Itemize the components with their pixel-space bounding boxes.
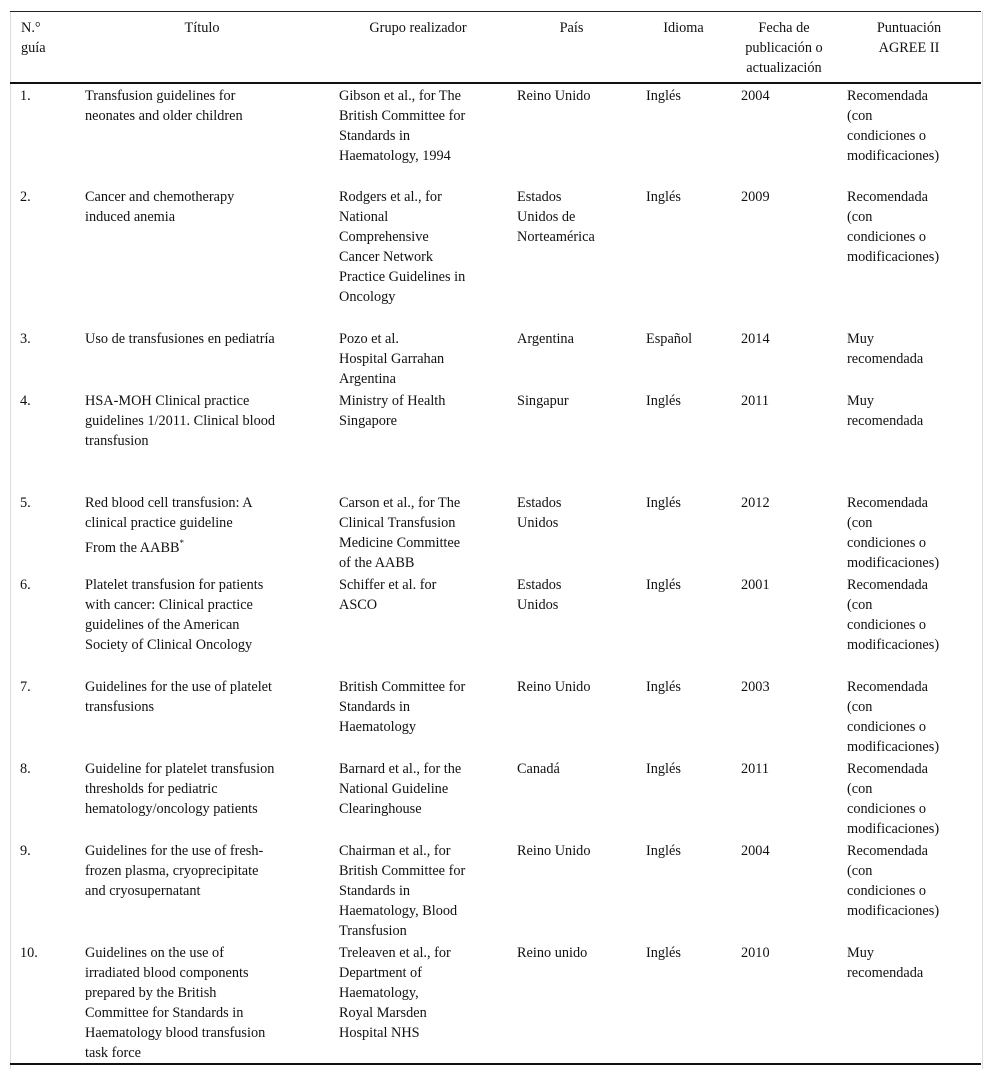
cell-date	[731, 491, 837, 573]
cell-title	[75, 185, 329, 327]
date-text: 2004	[741, 87, 770, 104]
cell-language	[636, 327, 731, 389]
language-text: Inglés	[646, 760, 681, 777]
header-language: Idioma	[663, 20, 704, 36]
score-text: Recomendada (con condiciones o modificaciones)	[847, 87, 940, 164]
table-row	[10, 83, 981, 185]
table-row	[10, 491, 981, 573]
language-text: Inglés	[646, 494, 681, 511]
num-text: 2.	[20, 188, 31, 205]
cell-date	[731, 757, 837, 839]
table-row	[10, 327, 981, 389]
cell-language	[636, 389, 731, 491]
country-text: Reino unido	[517, 944, 588, 961]
country-text: Singapur	[517, 392, 569, 409]
cell-country	[507, 185, 636, 327]
cell-language	[636, 757, 731, 839]
group-text: Carson et al., for The Clinical Transfusion Medicine Committee of the AABB	[339, 494, 461, 571]
table-row	[10, 941, 981, 1064]
cell-country	[507, 83, 636, 185]
num-text: 4.	[20, 392, 31, 409]
cell-language	[636, 83, 731, 185]
cell-language	[636, 185, 731, 327]
cell-num	[10, 941, 75, 1064]
date-text: 2014	[741, 330, 770, 347]
group-text: British Committee for Standards in Haematology	[339, 678, 466, 735]
table-row	[10, 675, 981, 757]
cell-score	[837, 389, 981, 491]
cell-country	[507, 491, 636, 573]
cell-score	[837, 757, 981, 839]
header-country: País	[559, 20, 584, 36]
language-text: Inglés	[646, 678, 681, 695]
language-text: Español	[646, 330, 693, 347]
cell-score	[837, 675, 981, 757]
num-text: 3.	[20, 330, 31, 347]
cell-language	[636, 573, 731, 675]
language-text: Inglés	[646, 188, 681, 205]
country-text: Reino Unido	[517, 842, 591, 859]
table-row	[10, 839, 981, 941]
cell-date	[731, 675, 837, 757]
cell-language	[636, 839, 731, 941]
date-text: 2003	[741, 678, 770, 695]
cell-num	[10, 185, 75, 327]
cell-title	[75, 573, 329, 675]
header-score: Puntuación AGREE II	[876, 20, 942, 56]
group-text: Pozo et al. Hospital Garrahan Argentina	[339, 330, 445, 387]
cell-title	[75, 389, 329, 491]
cell-score	[837, 185, 981, 327]
cell-country	[507, 757, 636, 839]
cell-score	[837, 941, 981, 1064]
num-text: 1.	[20, 87, 31, 104]
language-text: Inglés	[646, 87, 681, 104]
group-text: Schiffer et al. for ASCO	[339, 576, 437, 613]
cell-country	[507, 389, 636, 491]
title-text: Guideline for platelet transfusion thresholds for pediatric hematology/oncology patients	[85, 760, 275, 817]
num-text: 10.	[20, 944, 38, 961]
score-text: Muy recomendada	[847, 944, 924, 981]
guidelines-table	[10, 11, 981, 1065]
language-text: Inglés	[646, 576, 681, 593]
cell-score	[837, 839, 981, 941]
score-text: Recomendada (con condiciones o modificaciones)	[847, 842, 940, 919]
title-text: Platelet transfusion for patients with cancer: Clinical practice guidelines of the American Society of Clinical Oncology	[85, 576, 264, 653]
title-text: Red blood cell transfusion: A clinical practice guideline From the AABB	[85, 494, 253, 556]
title-text: Guidelines on the use of irradiated blood components prepared by the British Committee for Standards in Haematology blood transfusion task force	[85, 944, 266, 1061]
num-text: 6.	[20, 576, 31, 593]
num-text: 5.	[20, 494, 31, 511]
title-text: Cancer and chemotherapy induced anemia	[85, 188, 235, 225]
cell-title	[75, 491, 329, 573]
title-text: Transfusion guidelines for neonates and older children	[85, 87, 243, 124]
date-text: 2009	[741, 188, 770, 205]
language-text: Inglés	[646, 842, 681, 859]
header-date: Fecha de publicación o actualización	[745, 20, 823, 76]
score-text: Recomendada (con condiciones o modificaciones)	[847, 188, 940, 265]
cell-title	[75, 83, 329, 185]
cell-group	[329, 327, 507, 389]
score-text: Recomendada (con condiciones o modificaciones)	[847, 494, 940, 571]
table-row	[10, 757, 981, 839]
cell-num	[10, 839, 75, 941]
score-text: Muy recomendada	[847, 330, 924, 367]
cell-group	[329, 675, 507, 757]
cell-group	[329, 185, 507, 327]
cell-score	[837, 491, 981, 573]
cell-date	[731, 389, 837, 491]
country-text: Estados Unidos	[517, 494, 562, 531]
cell-date	[731, 941, 837, 1064]
country-text: Argentina	[517, 330, 574, 347]
cell-date	[731, 573, 837, 675]
cell-country	[507, 327, 636, 389]
cell-date	[731, 327, 837, 389]
language-text: Inglés	[646, 392, 681, 409]
score-text: Muy recomendada	[847, 392, 924, 429]
cell-score	[837, 573, 981, 675]
header-row	[10, 12, 981, 83]
cell-country	[507, 573, 636, 675]
cell-language	[636, 675, 731, 757]
group-text: Treleaven et al., for Department of Haematology, Royal Marsden Hospital NHS	[339, 944, 451, 1041]
cell-group	[329, 839, 507, 941]
group-text: Ministry of Health Singapore	[339, 392, 446, 429]
cell-country	[507, 941, 636, 1064]
country-text: Reino Unido	[517, 87, 591, 104]
country-text: Estados Unidos de Norteamérica	[517, 188, 595, 245]
cell-date	[731, 83, 837, 185]
cell-group	[329, 941, 507, 1064]
num-text: 8.	[20, 760, 31, 777]
cell-group	[329, 83, 507, 185]
title-text: Guidelines for the use of platelet transfusions	[85, 678, 272, 715]
num-text: 9.	[20, 842, 31, 859]
group-text: Gibson et al., for The British Committee for Standards in Haematology, 1994	[339, 87, 466, 164]
group-text: Rodgers et al., for National Comprehensive Cancer Network Practice Guidelines in Oncology	[339, 188, 466, 305]
cell-num	[10, 675, 75, 757]
cell-group	[329, 491, 507, 573]
cell-title	[75, 327, 329, 389]
title-text: Guidelines for the use of fresh- frozen plasma, cryoprecipitate and cryosupernatant	[85, 842, 264, 899]
cell-country	[507, 675, 636, 757]
date-text: 2011	[741, 392, 770, 409]
cell-language	[636, 491, 731, 573]
table-row	[10, 389, 981, 491]
cell-num	[10, 327, 75, 389]
cell-num	[10, 491, 75, 573]
date-text: 2010	[741, 944, 770, 961]
country-text: Estados Unidos	[517, 576, 562, 613]
score-text: Recomendada (con condiciones o modificaciones)	[847, 678, 940, 755]
cell-title	[75, 839, 329, 941]
cell-language	[636, 941, 731, 1064]
cell-num	[10, 757, 75, 839]
score-text: Recomendada (con condiciones o modificaciones)	[847, 760, 940, 837]
group-text: Chairman et al., for British Committee for Standards in Haematology, Blood Transfusion	[339, 842, 466, 939]
cell-num	[10, 389, 75, 491]
cell-group	[329, 389, 507, 491]
cell-num	[10, 83, 75, 185]
group-text: Barnard et al., for the National Guideline Clearinghouse	[339, 760, 462, 817]
score-text: Recomendada (con condiciones o modificaciones)	[847, 576, 940, 653]
date-text: 2012	[741, 494, 770, 511]
cell-title	[75, 675, 329, 757]
table-row	[10, 185, 981, 327]
title-text: HSA-MOH Clinical practice guidelines 1/2011. Clinical blood transfusion	[85, 392, 276, 449]
cell-date	[731, 185, 837, 327]
cell-group	[329, 573, 507, 675]
cell-score	[837, 83, 981, 185]
cell-num	[10, 573, 75, 675]
title-text: Uso de transfusiones en pediatría	[85, 330, 275, 347]
num-text: 7.	[20, 678, 31, 695]
cell-title	[75, 757, 329, 839]
cell-date	[731, 839, 837, 941]
header-title: Título	[184, 20, 220, 36]
header-num: N.° guía	[21, 20, 46, 56]
date-text: 2011	[741, 760, 770, 777]
cell-group	[329, 757, 507, 839]
table-row	[10, 573, 981, 675]
header-group: Grupo realizador	[369, 20, 467, 36]
cell-country	[507, 839, 636, 941]
cell-title	[75, 941, 329, 1064]
footnote-marker: *	[179, 537, 185, 548]
date-text: 2001	[741, 576, 770, 593]
country-text: Reino Unido	[517, 678, 591, 695]
cell-score	[837, 327, 981, 389]
language-text: Inglés	[646, 944, 681, 961]
date-text: 2004	[741, 842, 770, 859]
country-text: Canadá	[517, 760, 560, 777]
